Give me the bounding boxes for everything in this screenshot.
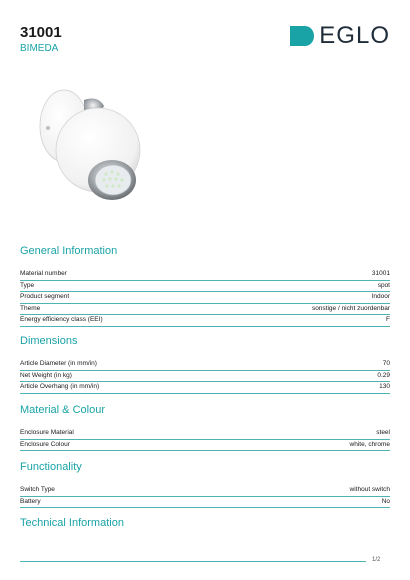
section-title-material: Material & Colour — [20, 404, 105, 416]
spec-value: 0.29 — [377, 371, 390, 379]
logo-mark-icon — [290, 26, 314, 46]
spec-value: 130 — [379, 383, 390, 390]
spec-label: Enclosure Material — [20, 429, 74, 436]
section-material-colour — [20, 404, 390, 451]
spec-value: 70 — [382, 360, 390, 367]
spec-label: Enclosure Colour — [20, 440, 70, 448]
spec-value: 31001 — [371, 270, 390, 277]
section-title-general: General Information — [20, 245, 118, 257]
spec-label: Article Overhang (in mm/in) — [20, 383, 100, 390]
spec-value: Indoor — [371, 293, 390, 300]
section-technical-information — [20, 517, 390, 541]
section-functionality — [20, 461, 390, 508]
spec-row — [20, 485, 390, 497]
spec-row — [20, 269, 390, 281]
section-title-dimensions: Dimensions — [20, 335, 78, 347]
spec-value: spot — [377, 281, 390, 289]
product-number: 31001 — [20, 24, 62, 41]
spec-label: Type — [20, 281, 35, 289]
spec-label: Energy efficiency class (EEI) — [20, 316, 103, 323]
footer-divider — [20, 561, 366, 562]
spec-label: Article Diameter (in mm/in) — [20, 360, 97, 367]
spec-row — [20, 428, 390, 440]
spec-value: sonstige / nicht zuordenbar — [311, 304, 390, 312]
logo-text: EGLO — [319, 22, 390, 49]
spec-row — [20, 304, 390, 316]
spec-row — [20, 315, 390, 327]
spec-label: Battery — [20, 497, 41, 505]
spec-label: Net Weight (in kg) — [20, 371, 72, 379]
spec-row — [20, 382, 390, 394]
spec-label: Theme — [20, 304, 41, 312]
spec-row — [20, 359, 390, 371]
spec-value: white, chrome — [349, 440, 390, 448]
spec-row — [20, 371, 390, 383]
eglo-logo — [290, 22, 390, 49]
product-image — [28, 80, 148, 220]
spec-value: without switch — [349, 486, 390, 493]
spec-label: Product segment — [20, 293, 70, 300]
spec-value: F — [386, 316, 390, 323]
spec-row — [20, 440, 390, 452]
product-name: BIMEDA — [20, 43, 59, 54]
spec-label: Material number — [20, 270, 67, 277]
spec-label: Switch Type — [20, 486, 55, 493]
section-title-functionality: Functionality — [20, 461, 82, 473]
spec-row — [20, 497, 390, 509]
section-title-technical: Technical Information — [20, 517, 124, 529]
section-dimensions — [20, 335, 390, 394]
spec-row — [20, 292, 390, 304]
spec-row — [20, 281, 390, 293]
spec-value: steel — [376, 429, 390, 436]
page-number: 1/2 — [372, 557, 381, 563]
section-general-information — [20, 245, 390, 327]
spec-value: No — [381, 497, 390, 505]
